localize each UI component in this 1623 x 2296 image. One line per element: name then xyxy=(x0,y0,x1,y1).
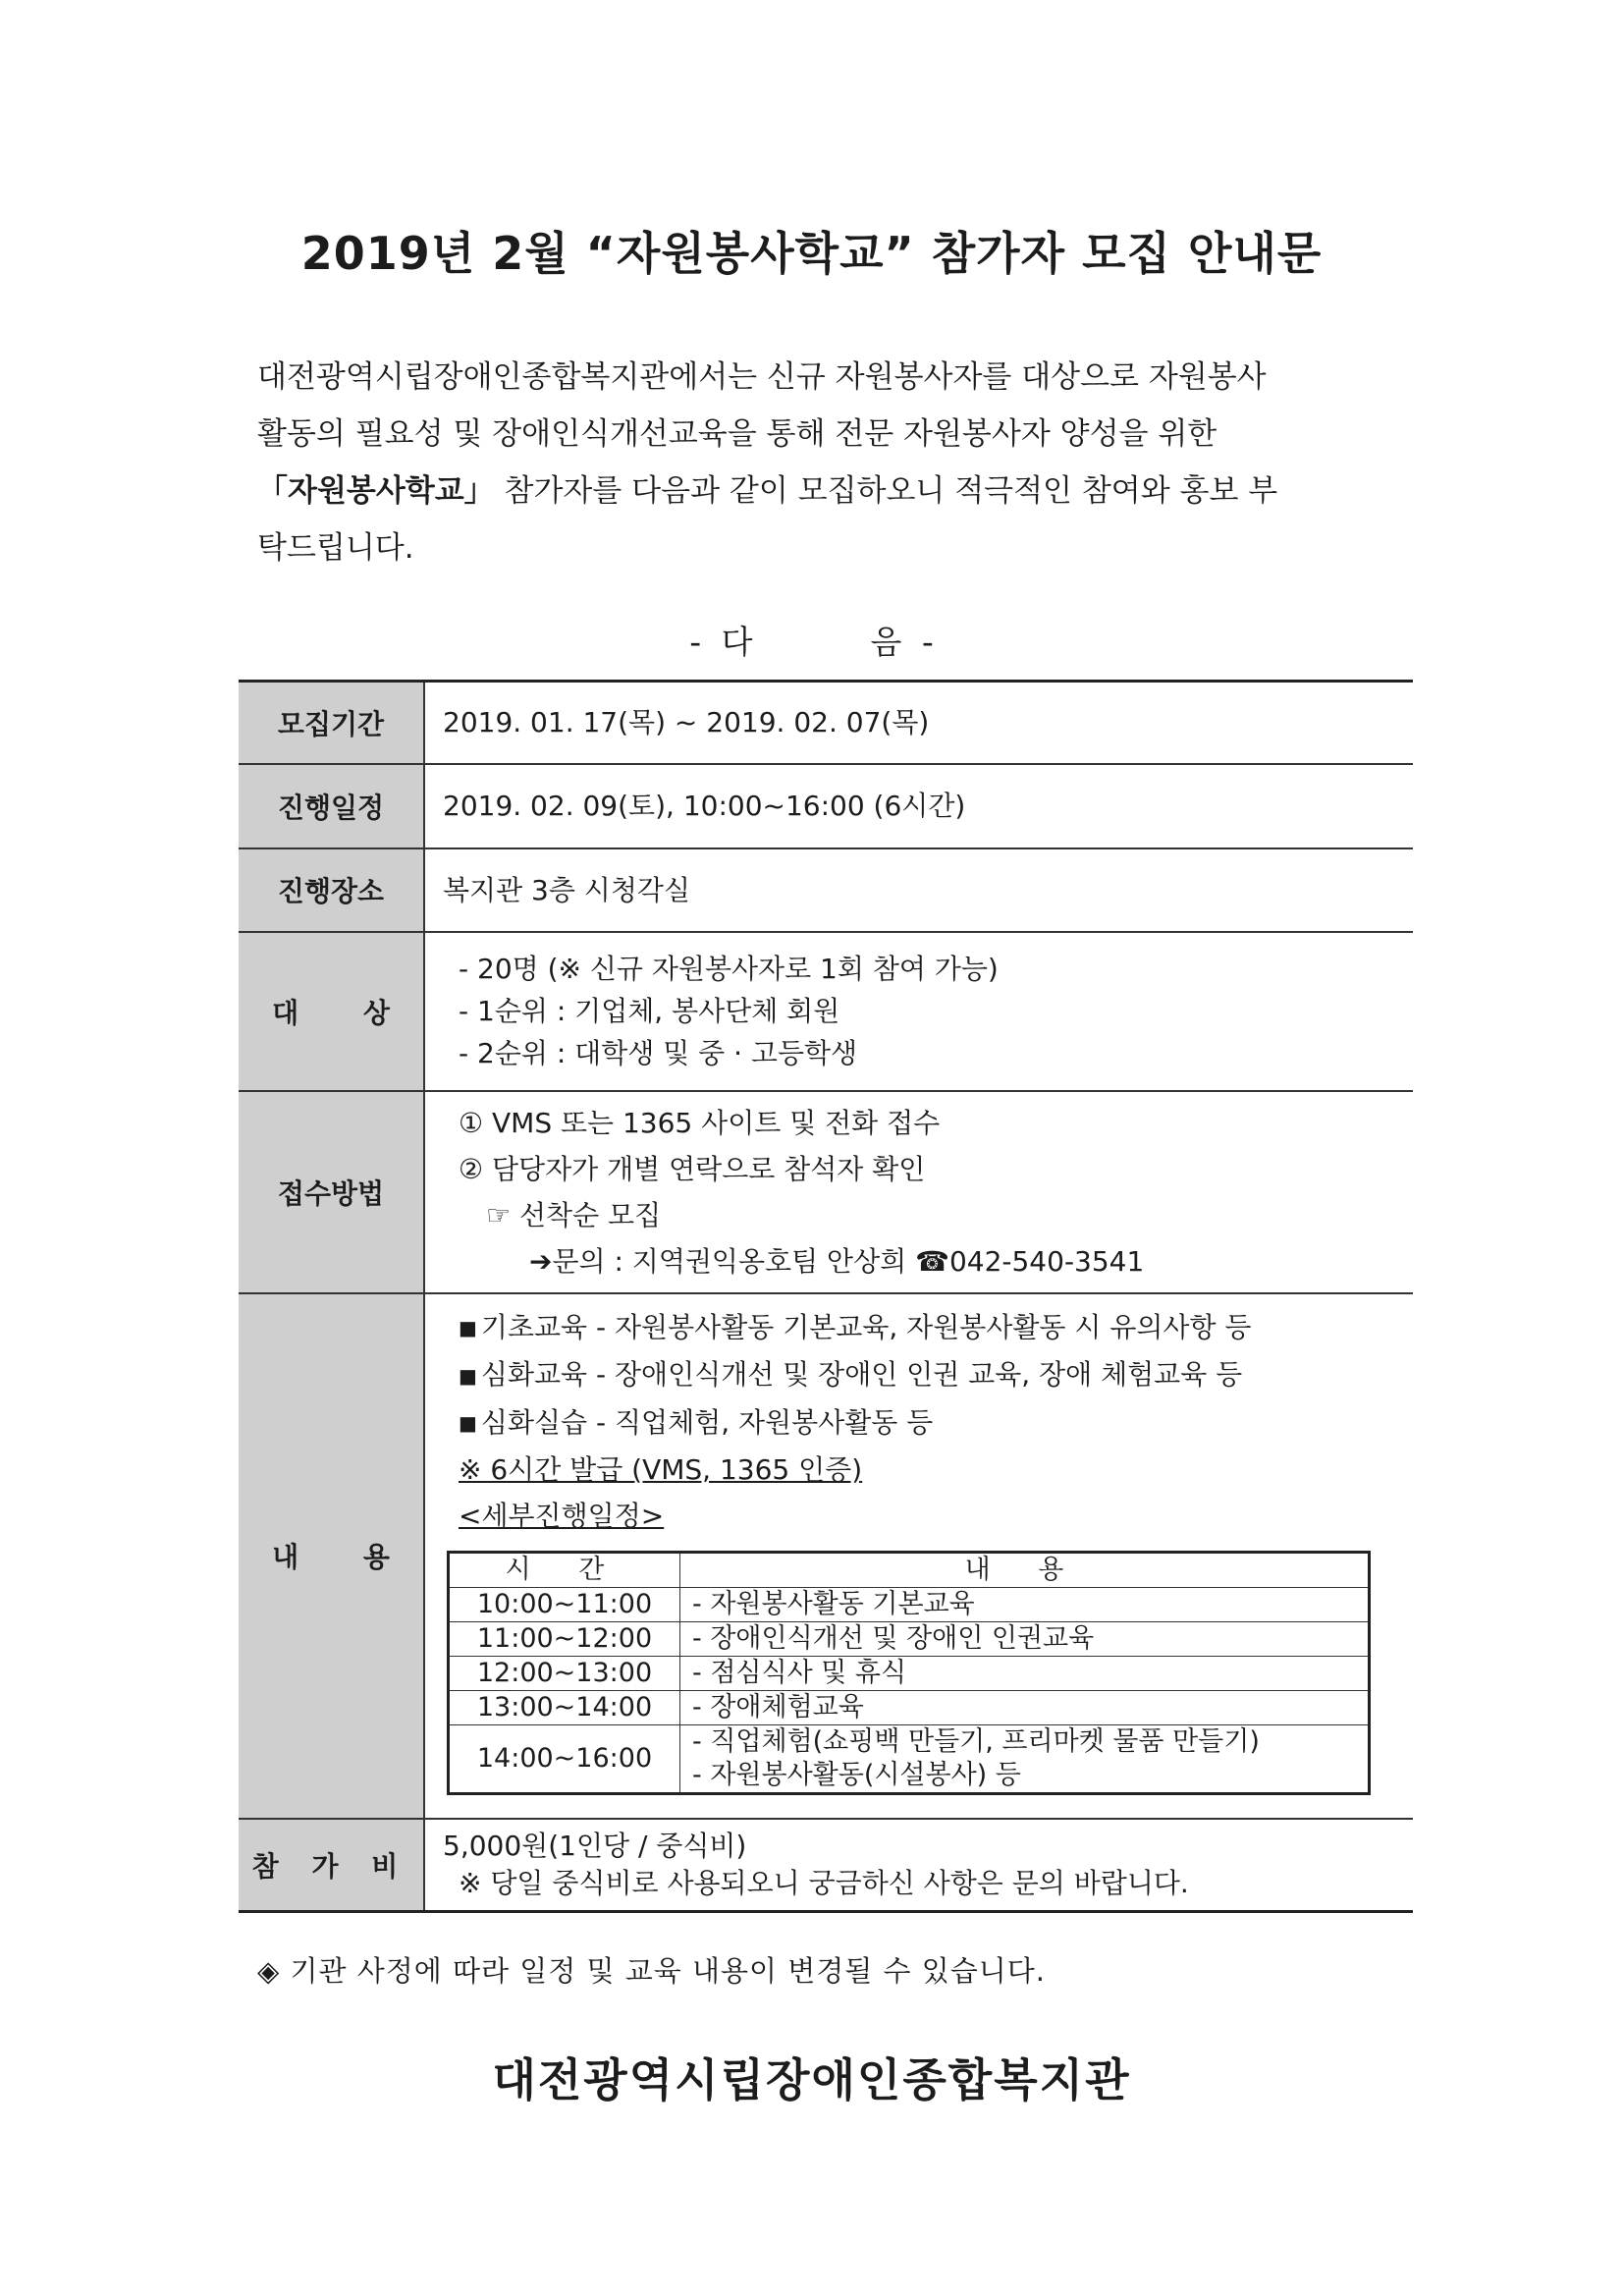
row-schedule xyxy=(239,764,1413,848)
program-name: 「자원봉사학교」 xyxy=(257,473,495,509)
table-row xyxy=(449,1725,1370,1794)
row-period xyxy=(239,682,1413,764)
row-apply xyxy=(239,1091,1413,1293)
table-row xyxy=(449,1691,1370,1725)
intro-paragraph xyxy=(257,349,1384,576)
info-table xyxy=(239,680,1413,1913)
label-content: 내 용 xyxy=(239,1293,424,1819)
value-location: 복지관 3층 시청각실 xyxy=(424,848,1413,932)
intro-line: 탁드립니다. xyxy=(257,530,414,566)
label-fee: 참 가 비 xyxy=(239,1819,424,1912)
bullet-square-icon: ■ xyxy=(459,1316,477,1340)
detail-schedule-table xyxy=(447,1551,1371,1795)
schedule-header-content: 내 용 xyxy=(680,1553,1370,1588)
content-item-text: 심화실습 - 직업체험, 자원봉사활동 등 xyxy=(480,1405,934,1439)
table-row xyxy=(449,1622,1370,1657)
intro-line: 활동의 필요성 및 장애인식개선교육을 통해 전문 자원봉사자 양성을 위한 xyxy=(257,416,1217,452)
table-row xyxy=(449,1588,1370,1622)
contact-line: ➔문의 : 지역권익옹호팀 안상희 ☎042-540-3541 xyxy=(529,1244,1145,1278)
intro-line-rest: 참가자를 다음과 같이 모집하오니 적극적인 참여와 홍보 부 xyxy=(494,473,1278,509)
schedule-header-row xyxy=(449,1553,1370,1588)
content-item-text: 기초교육 - 자원봉사활동 기본교육, 자원봉사활동 시 유의사항 등 xyxy=(480,1310,1252,1343)
table-row xyxy=(449,1657,1370,1691)
schedule-desc: - 장애체험교육 xyxy=(680,1691,1370,1725)
detail-schedule-title: <세부진행일정> xyxy=(459,1500,665,1533)
schedule-time: 11:00~12:00 xyxy=(449,1622,680,1657)
apply-line: ② 담당자가 개별 연락으로 참석자 확인 xyxy=(459,1152,926,1185)
target-line: - 2순위 : 대학생 및 중 · 고등학생 xyxy=(459,1037,858,1069)
fee-amount: 5,000원(1인당 / 중식비) xyxy=(443,1829,747,1862)
schedule-desc-line: - 직업체험(쇼핑백 만들기, 프리마켓 물품 만들기) xyxy=(692,1726,1260,1758)
bullet-square-icon: ■ xyxy=(459,1363,477,1388)
content-item xyxy=(443,1304,1395,1352)
value-schedule: 2019. 02. 09(토), 10:00~16:00 (6시간) xyxy=(424,764,1413,848)
certificate-note: ※ 6시간 발급 (VMS, 1365 인증) xyxy=(459,1453,863,1487)
intro-line: 대전광역시립장애인종합복지관에서는 신규 자원봉사자를 대상으로 자원봉사 xyxy=(257,359,1267,395)
bullet-square-icon: ■ xyxy=(459,1411,477,1436)
value-fee xyxy=(424,1819,1413,1912)
label-location: 진행장소 xyxy=(239,848,424,932)
schedule-desc: - 장애인식개선 및 장애인 인권교육 xyxy=(680,1622,1370,1657)
value-target xyxy=(424,932,1413,1091)
intro-line xyxy=(257,463,1384,519)
schedule-desc: - 점심식사 및 휴식 xyxy=(680,1657,1370,1691)
content-item-text: 심화교육 - 장애인식개선 및 장애인 인권 교육, 장애 체험교육 등 xyxy=(480,1358,1243,1392)
row-target xyxy=(239,932,1413,1091)
schedule-time: 12:00~13:00 xyxy=(449,1657,680,1691)
row-location xyxy=(239,848,1413,932)
apply-line: ☞ 선착순 모집 xyxy=(486,1198,662,1231)
schedule-time: 10:00~11:00 xyxy=(449,1588,680,1622)
target-line: - 20명 (※ 신규 자원봉사자로 1회 참여 가능) xyxy=(459,953,999,985)
row-fee xyxy=(239,1819,1413,1912)
content-item xyxy=(443,1399,1395,1448)
label-target: 대 상 xyxy=(239,932,424,1091)
row-content xyxy=(239,1293,1413,1819)
section-heading xyxy=(0,617,1623,663)
content-item xyxy=(443,1351,1395,1399)
organization-name: 대전광역시립장애인종합복지관 xyxy=(492,2053,1131,2106)
section-heading-left: - 다 xyxy=(689,623,753,661)
value-period: 2019. 01. 17(목) ~ 2019. 02. 07(목) xyxy=(424,682,1413,764)
schedule-desc: - 자원봉사활동 기본교육 xyxy=(680,1588,1370,1622)
change-notice: ◈ 기관 사정에 따라 일정 및 교육 내용이 변경될 수 있습니다. xyxy=(257,1954,1047,1988)
apply-line: ① VMS 또는 1365 사이트 및 전화 접수 xyxy=(459,1106,941,1139)
schedule-desc xyxy=(680,1725,1370,1794)
section-heading-right: 음 - xyxy=(870,623,934,661)
document-title: 2019년 2월 “자원봉사학교” 참가자 모집 안내문 xyxy=(300,227,1323,280)
label-schedule: 진행일정 xyxy=(239,764,424,848)
schedule-time: 13:00~14:00 xyxy=(449,1691,680,1725)
label-period: 모집기간 xyxy=(239,682,424,764)
value-content xyxy=(424,1293,1413,1819)
target-line: - 1순위 : 기업체, 봉사단체 회원 xyxy=(459,995,840,1027)
schedule-header-time: 시 간 xyxy=(449,1553,680,1588)
fee-note: ※ 당일 중식비로 사용되오니 궁금하신 사항은 문의 바랍니다. xyxy=(459,1866,1189,1899)
schedule-time: 14:00~16:00 xyxy=(449,1725,680,1794)
label-apply: 접수방법 xyxy=(239,1091,424,1293)
value-apply xyxy=(424,1091,1413,1293)
schedule-desc-line: - 자원봉사활동(시설봉사) 등 xyxy=(692,1760,1021,1791)
